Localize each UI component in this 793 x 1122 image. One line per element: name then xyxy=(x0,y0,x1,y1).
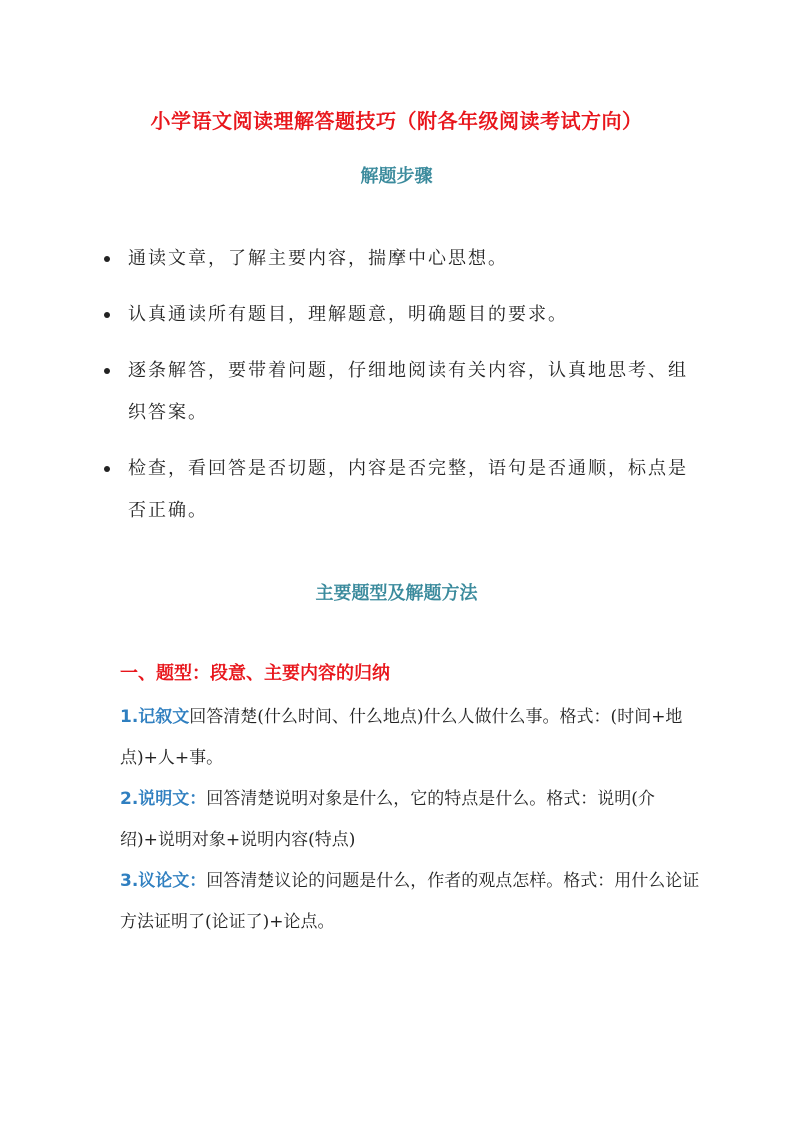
type1-heading: 一、题型：段意、主要内容的归纳 xyxy=(120,663,390,684)
bullet-icon xyxy=(104,312,110,318)
list-item xyxy=(104,448,704,532)
list-item xyxy=(120,697,700,779)
list-item xyxy=(104,294,704,336)
list-item xyxy=(104,238,704,280)
step-text: 通读文章，了解主要内容，揣摩中心思想。 xyxy=(128,248,508,269)
item-label: 2.说明文： xyxy=(120,789,207,809)
item-text: 回答清楚议论的问题是什么，作者的观点怎样。格式：用什么论证方法证明了(论证了)+论点。 xyxy=(120,871,700,932)
bullet-icon xyxy=(104,368,110,374)
list-item xyxy=(120,861,700,943)
bullet-icon xyxy=(104,256,110,262)
item-text: 回答清楚说明对象是什么，它的特点是什么。格式：说明(介绍)+说明对象+说明内容(特点) xyxy=(120,789,655,850)
types-heading: 主要题型及解题方法 xyxy=(315,583,478,604)
item-label: 3.议论文： xyxy=(120,871,207,891)
steps-list xyxy=(104,238,704,546)
item-text: 回答清楚(什么时间、什么地点)什么人做什么事。格式：(时间+地点)+人+事。 xyxy=(120,707,683,768)
steps-heading: 解题步骤 xyxy=(360,166,433,187)
list-item xyxy=(120,779,700,861)
step-text: 认真通读所有题目，理解题意，明确题目的要求。 xyxy=(128,304,568,325)
list-item xyxy=(104,350,704,434)
step-text: 逐条解答，要带着问题，仔细地阅读有关内容，认真地思考、组织答案。 xyxy=(128,360,688,423)
bullet-icon xyxy=(104,466,110,472)
document-title: 小学语文阅读理解答题技巧（附各年级阅读考试方向） xyxy=(150,109,643,133)
item-label: 1.记叙文 xyxy=(120,707,190,727)
step-text: 检查，看回答是否切题，内容是否完整，语句是否通顺，标点是否正确。 xyxy=(128,458,688,521)
type1-items xyxy=(120,697,700,943)
